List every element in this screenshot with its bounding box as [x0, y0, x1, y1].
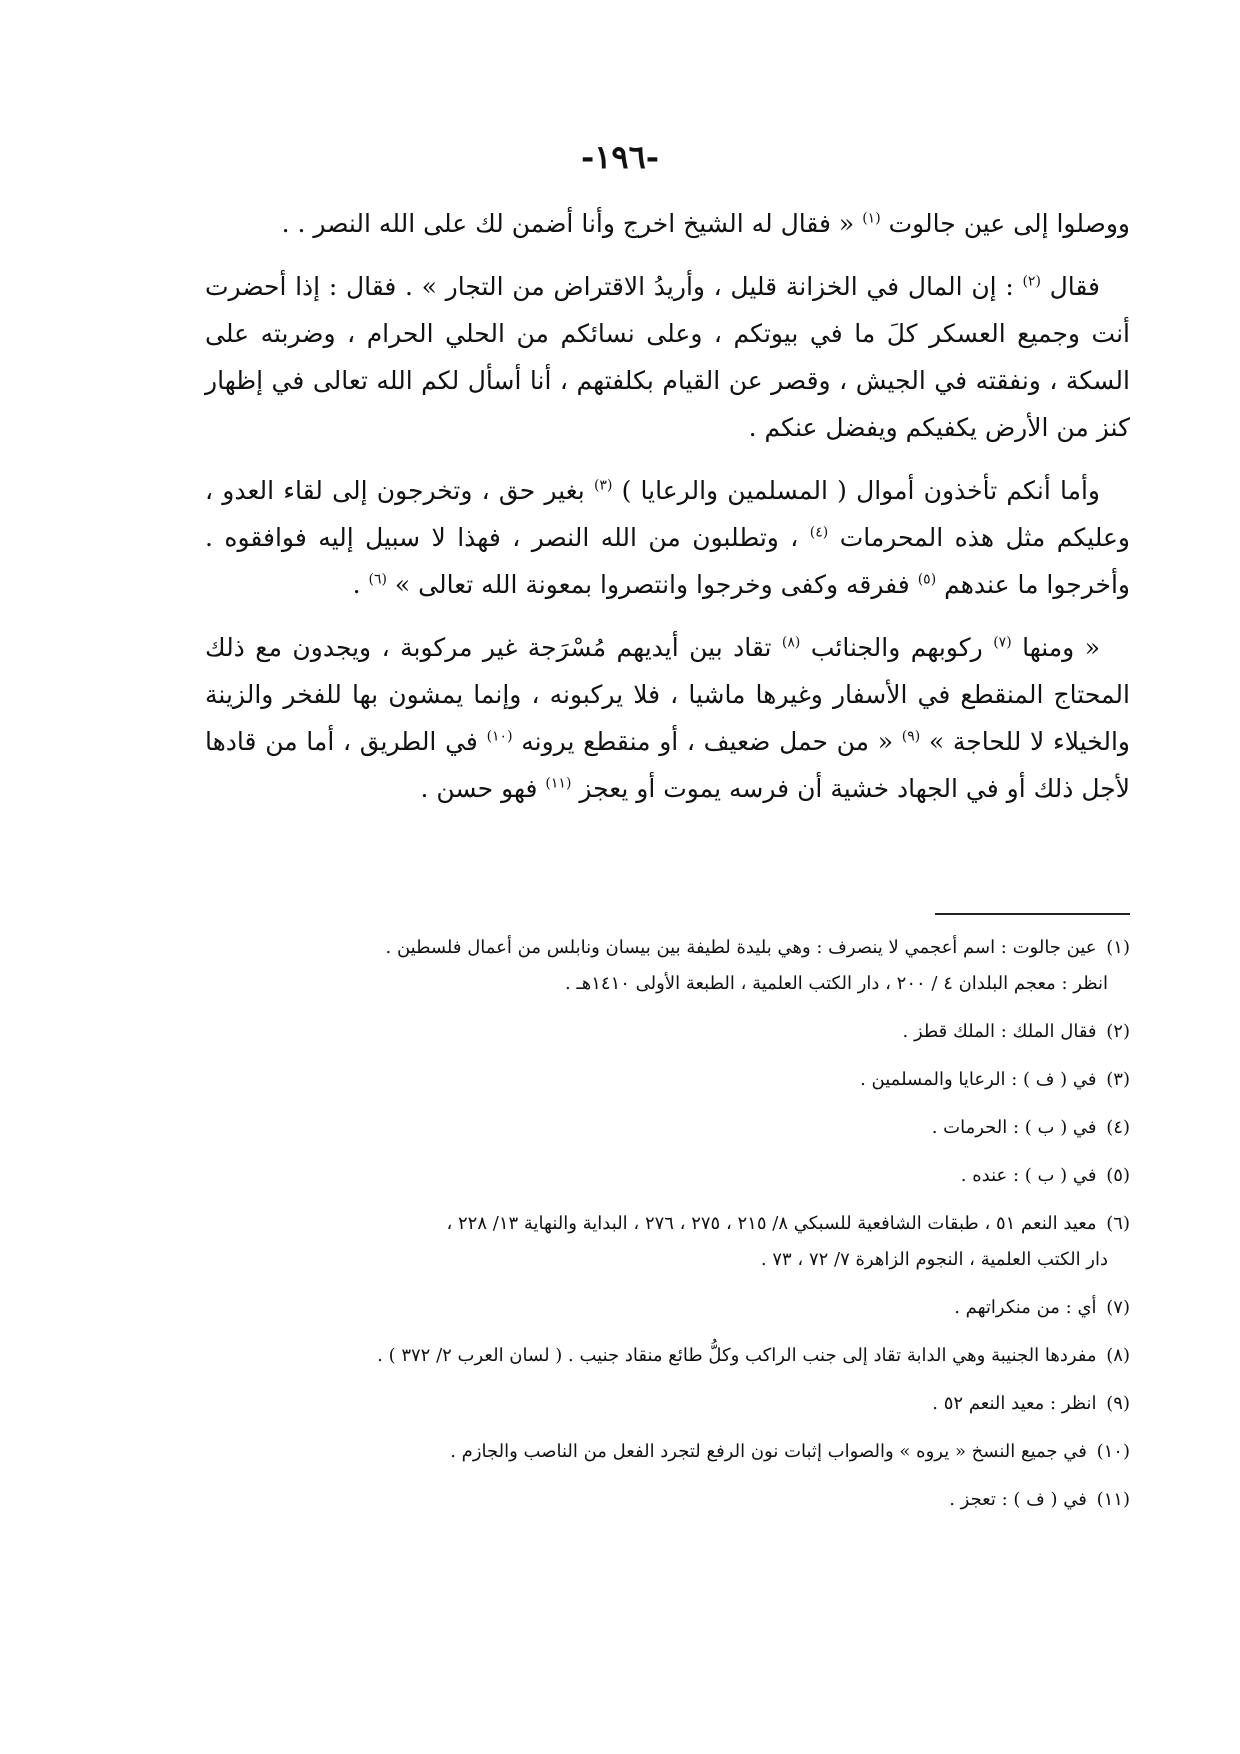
footnote — [210, 1206, 1130, 1278]
footnote — [210, 1110, 1130, 1146]
footnote-number: (١١) — [1096, 1489, 1130, 1510]
text-segment: وأما أنكم تأخذون أموال ( المسلمين والرعايا ) — [612, 476, 1100, 505]
footnote — [210, 930, 1130, 1002]
footnote-reference: (٢) — [1022, 273, 1041, 290]
text-segment: بغير حق ، وتخرجون إلى لقاء العدو ، وعليكم مثل هذه المحرمات — [205, 476, 1130, 552]
footnote-reference: (٦) — [368, 571, 387, 588]
footnote-reference: (٣) — [593, 477, 613, 494]
footnote — [210, 1290, 1130, 1326]
footnote-reference: (٥) — [917, 571, 937, 588]
footnote-text: مفردها الجنيبة وهي الدابة تقاد إلى جنب الراكب وكلُّ طائع منقاد جنيب . ( لسان العرب ٢/ ٣٧٢ ) . — [377, 1345, 1103, 1366]
footnote — [210, 1158, 1130, 1194]
footnote — [210, 1338, 1130, 1374]
footnote-reference: (٧) — [993, 634, 1012, 651]
footnote-text: أي : من منكراتهم . — [954, 1297, 1103, 1318]
body-paragraph — [205, 263, 1130, 451]
footnote-text: في ( ف ) : الرعايا والمسلمين . — [860, 1069, 1103, 1090]
text-segment: تقاد بين أيديهم مُسْرَجة غير مركوبة ، ويجدون مع ذلك المحتاج المنقطع في الأسفار وغيرها ماشيا ، فلا يركبونه ، وإنما يمشون بها للفخر والزينة والخيلاء لا للحاجة » — [205, 633, 1131, 756]
footnote-number: (٣) — [1106, 1069, 1130, 1090]
footnote-reference: (١) — [862, 210, 881, 227]
footnote-continuation: دار الكتب العلمية ، النجوم الزاهرة ٧/ ٧٢ ، ٧٣ . — [760, 1249, 1108, 1270]
footnote-text: فقال الملك : الملك قطز . — [902, 1021, 1103, 1042]
footnote-text: في ( ب ) : الحرمات . — [931, 1117, 1103, 1138]
footnote-text: معيد النعم ٥١ ، طبقات الشافعية للسبكي ٨/ ٢١٥ ، ٢٧٥ ، ٢٧٦ ، البداية والنهاية ١٣/ ٢٢٨ ، — [446, 1213, 1103, 1234]
footnote-text: عين جالوت : اسم أعجمي لا ينصرف : وهي بليدة لطيفة بين بيسان ونابلس من أعمال فلسطين . — [385, 937, 1103, 958]
body-paragraph — [205, 624, 1130, 812]
text-segment: ففرقه وكفى وخرجوا وانتصروا بمعونة الله تعالى » — [386, 570, 918, 599]
footnote-number: (١٠) — [1096, 1441, 1130, 1462]
footnote-number: (٤) — [1106, 1117, 1130, 1138]
footnote — [210, 1434, 1130, 1470]
text-segment: . — [352, 570, 369, 599]
text-segment: فقال — [1040, 272, 1100, 301]
footnote-reference: (١١) — [545, 775, 572, 792]
footnote — [210, 1482, 1130, 1518]
text-segment: « فقال له الشيخ اخرج وأنا أضمن لك على الله النصر . . — [281, 209, 863, 238]
footnote-text: في ( ف ) : تعجز . — [949, 1489, 1093, 1510]
text-segment: « من حمل ضعيف ، أو منقطع يرونه — [512, 727, 902, 756]
text-segment: ركوبهم والجنائب — [800, 633, 994, 662]
page-number: -١٩٦- — [580, 138, 660, 176]
text-segment: « ومنها — [1011, 633, 1100, 662]
footnote-number: (١) — [1106, 937, 1130, 958]
text-segment: في الطريق ، أما من قادها لأجل ذلك أو في الجهاد خشية أن فرسه يموت أو يعجز — [205, 727, 1130, 803]
footnote-reference: (٨) — [781, 634, 801, 651]
body-paragraph — [205, 467, 1130, 608]
footnote-reference: (١٠) — [486, 728, 513, 745]
footnote-number: (٢) — [1106, 1021, 1130, 1042]
footnote-number: (٩) — [1106, 1393, 1130, 1414]
text-segment: ، وتطلبون من الله النصر ، فهذا لا سبيل إليه فوافقوه . وأخرجوا ما عندهم — [205, 523, 1130, 599]
footnote-text: في ( ب ) : عنده . — [960, 1165, 1103, 1186]
footnote-number: (٥) — [1106, 1165, 1130, 1186]
footnote-divider — [935, 913, 1130, 915]
footnote — [210, 1062, 1130, 1098]
footnote-number: (٦) — [1106, 1213, 1130, 1234]
text-segment: فهو حسن . — [420, 774, 546, 803]
footnote — [210, 1014, 1130, 1050]
footnote — [210, 1386, 1130, 1422]
footnote-number: (٨) — [1106, 1345, 1130, 1366]
footnote-reference: (٤) — [809, 524, 829, 541]
footnote-reference: (٩) — [901, 728, 921, 745]
text-segment: : إن المال في الخزانة قليل ، وأريدُ الاقتراض من التجار » . فقال : إذا أحضرت أنت وجميع العسكر كلَ ما في بيوتكم ، وعلى نسائكم من الحلي الحرام ، وضربته على السكة ، ونفقته في الجيش ، وقصر عن القيام بكلفتهم ، أنا أسأل لكم الله تعالى في إظهار كنز من الأرض يكفيكم ويفضل عنكم . — [205, 272, 1130, 442]
footnote-continuation: انظر : معجم البلدان ٤ / ٢٠٠ ، دار الكتب العلمية ، الطبعة الأولى ١٤١٠هـ . — [565, 973, 1108, 994]
body-paragraph — [205, 200, 1130, 247]
footnotes — [210, 930, 1130, 1530]
footnote-text: في جميع النسخ « يروه » والصواب إثبات نون الرفع لتجرد الفعل من الناصب والجازم . — [450, 1441, 1093, 1462]
footnote-number: (٧) — [1106, 1297, 1130, 1318]
main-text — [205, 200, 1130, 828]
footnote-text: انظر : معيد النعم ٥٢ . — [932, 1393, 1103, 1414]
text-segment: ووصلوا إلى عين جالوت — [880, 209, 1130, 238]
